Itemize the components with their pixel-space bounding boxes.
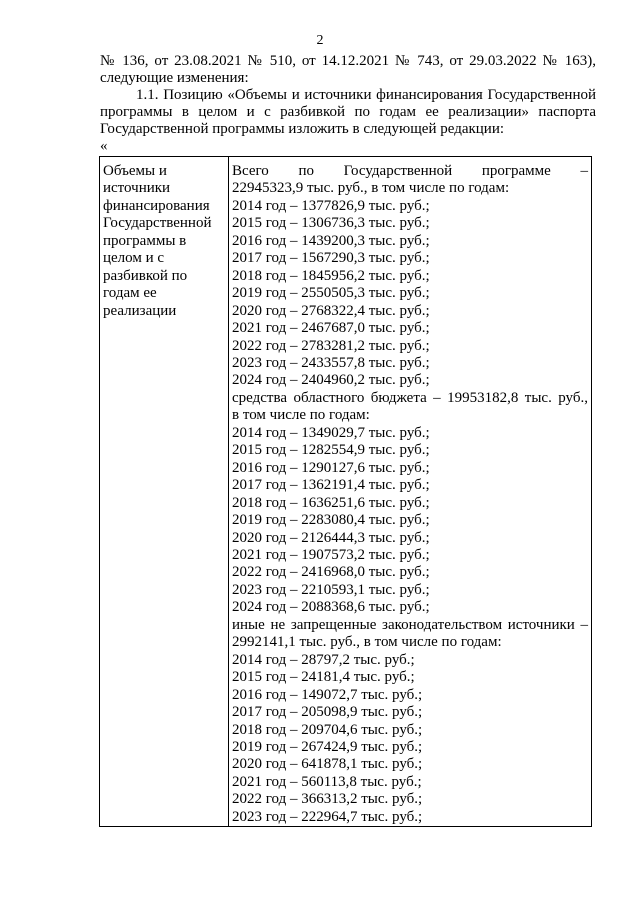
value-line: 2017 год – 1362191,4 тыс. руб.; [232,477,430,494]
value-line: 2018 год – 1636251,6 тыс. руб.; [232,494,430,511]
value-line: средства областного бюджета – 19953182,8 тыс. руб., [232,389,588,406]
position-label-cell [100,157,229,827]
value-line: в том числе по годам: [232,407,370,424]
value-line: 2014 год – 1377826,9 тыс. руб.; [232,197,430,214]
label-line: разбивкой по [103,267,188,284]
value-line: 2015 год – 1306736,3 тыс. руб.; [232,215,430,232]
label-line: целом и с [103,250,165,267]
label-line: годам ее [103,285,157,302]
value-line: 2022 год – 2416968,0 тыс. руб.; [232,564,430,581]
value-line: 2992141,1 тыс. руб., в том числе по годам: [232,634,502,651]
position-value-cell [229,157,592,827]
label-line: Объемы и [103,163,167,179]
value-line: 2019 год – 2283080,4 тыс. руб.; [232,512,430,529]
intro-text [100,53,596,138]
intro-line-5: Государственной программы изложить в следующей редакции: [100,121,505,137]
value-line: 2015 год – 1282554,9 тыс. руб.; [232,442,430,459]
value-line: 2023 год – 2210593,1 тыс. руб.; [232,581,430,598]
passport-table [99,156,592,827]
intro-line-2: следующие изменения: [100,70,249,86]
label-line: финансирования [103,197,210,214]
value-line: 2024 год – 2088368,6 тыс. руб.; [232,599,430,616]
value-line: 2018 год – 209704,6 тыс. руб.; [232,721,423,738]
value-line: 2023 год – 2433557,8 тыс. руб.; [232,354,430,371]
opening-quote-mark: « [100,138,108,154]
value-line: 2018 год – 1845956,2 тыс. руб.; [232,267,430,284]
intro-line-4: программы в целом и с разбивкой по годам ее реализации» паспорта [100,104,596,120]
value-line: 2014 год – 28797,2 тыс. руб.; [232,651,415,668]
value-line: 2016 год – 1439200,3 тыс. руб.; [232,232,430,249]
value-line: 2017 год – 205098,9 тыс. руб.; [232,704,423,721]
value-line: 2020 год – 641878,1 тыс. руб.; [232,756,423,773]
value-line: 2019 год – 267424,9 тыс. руб.; [232,738,423,755]
value-line: 2020 год – 2768322,4 тыс. руб.; [232,302,430,319]
value-line: 2015 год – 24181,4 тыс. руб.; [232,669,415,686]
page-number: 2 [316,33,324,48]
label-line: программы в [103,232,187,249]
intro-line-1: № 136, от 23.08.2021 № 510, от 14.12.2021 № 743, от 29.03.2022 № 163), [100,53,596,69]
value-line: 2024 год – 2404960,2 тыс. руб.; [232,372,430,389]
value-line: 2021 год – 560113,8 тыс. руб.; [232,773,422,790]
value-line: 2022 год – 2783281,2 тыс. руб.; [232,337,430,354]
label-line: реализации [103,302,177,319]
value-line: 2020 год – 2126444,3 тыс. руб.; [232,529,430,546]
table-row [100,157,592,827]
value-line: 2017 год – 1567290,3 тыс. руб.; [232,250,430,267]
label-line: источники [103,180,171,197]
value-line: 22945323,9 тыс. руб., в том числе по годам: [232,180,510,197]
intro-line-3: 1.1. Позицию «Объемы и источники финансирования Государственной [136,87,596,103]
value-line: 2023 год – 222964,7 тыс. руб.; [232,808,423,825]
value-line: 2016 год – 149072,7 тыс. руб.; [232,686,423,703]
value-line: 2021 год – 2467687,0 тыс. руб.; [232,320,430,337]
value-line: 2016 год – 1290127,6 тыс. руб.; [232,459,430,476]
value-line: 2019 год – 2550505,3 тыс. руб.; [232,285,430,302]
value-line: 2014 год – 1349029,7 тыс. руб.; [232,424,430,441]
value-line: иные не запрещенные законодательством источники – [232,616,588,633]
value-line: 2021 год – 1907573,2 тыс. руб.; [232,546,430,563]
label-line: Государственной [103,215,212,232]
value-line: 2022 год – 366313,2 тыс. руб.; [232,791,423,808]
value-line: Всего по Государственной программе – [232,163,588,179]
